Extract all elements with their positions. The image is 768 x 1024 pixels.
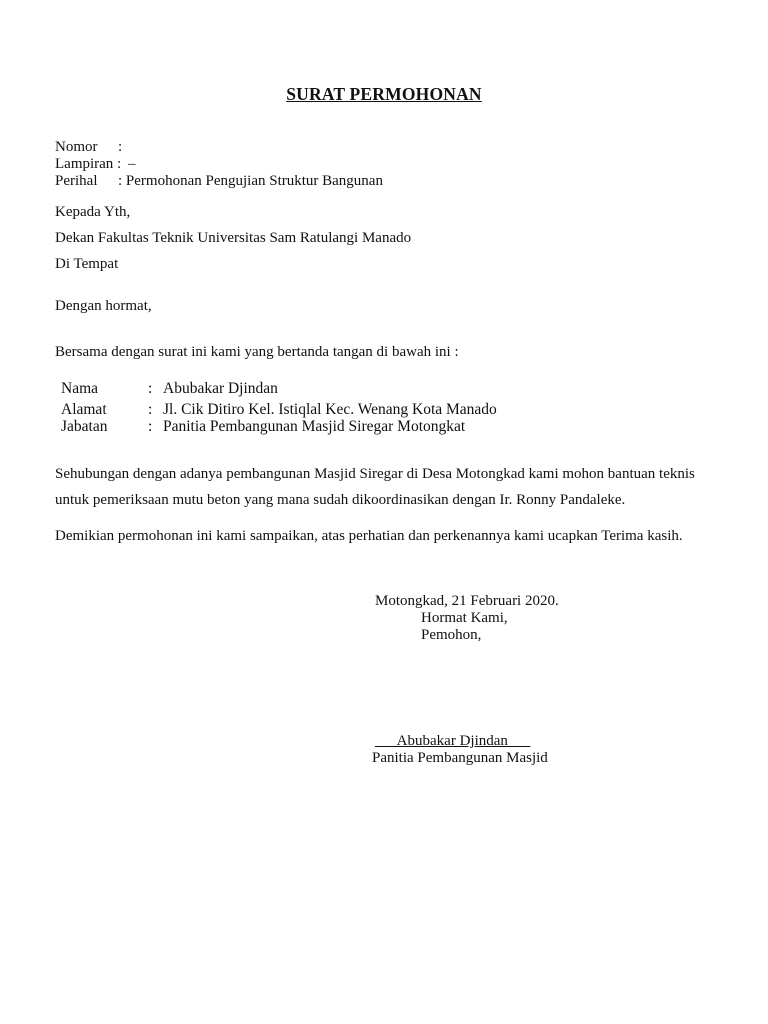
intro-text: Bersama dengan surat ini kami yang bertanda tangan di bawah ini : [55,344,459,360]
regards: Hormat Kami, [421,610,508,626]
applicant-name-separator: : [148,380,153,397]
lampiran-value: – [128,156,136,172]
applicant-name-value: Abubakar Djindan [163,380,278,397]
recipient-place: Di Tempat [55,256,119,272]
letter-title: SURAT PERMOHONAN [286,84,482,104]
applicant-position-label: Jabatan [61,418,108,435]
perihal-value: : Permohonan Pengujian Struktur Bangunan [118,173,383,189]
applicant-position-separator: : [148,418,153,435]
lampiran-label: Lampiran : [55,156,122,172]
signer-name: Abubakar Djindan [375,733,531,749]
salutation: Dengan hormat, [55,298,152,314]
signer-position: Panitia Pembangunan Masjid [372,750,548,766]
recipient-greeting: Kepada Yth, [55,204,131,220]
recipient-name: Dekan Fakultas Teknik Universitas Sam Ratulangi Manado [55,230,412,246]
applicant-address-value: Jl. Cik Ditiro Kel. Istiqlal Kec. Wenang Kota Manado [163,401,497,418]
body-line-1: Sehubungan dengan adanya pembangunan Masjid Siregar di Desa Motongkad kami mohon bantuan teknis [55,466,695,482]
place-date: Motongkad, 21 Februari 2020. [375,593,559,609]
applicant-position-value: Panitia Pembangunan Masjid Siregar Motongkat [163,418,466,435]
applicant-name-label: Nama [61,380,99,397]
applicant-address-label: Alamat [61,401,107,418]
signer-role: Pemohon, [421,627,482,643]
body-line-2: untuk pemeriksaan mutu beton yang mana sudah dikoordinasikan dengan Ir. Ronny Pandaleke. [55,492,626,508]
perihal-label: Perihal [55,173,98,189]
nomor-label: Nomor [55,139,98,155]
applicant-address-separator: : [148,401,153,418]
closing-text: Demikian permohonan ini kami sampaikan, atas perhatian dan perkenannya kami ucapkan Terima kasih. [55,528,683,544]
nomor-separator: : [118,139,123,155]
